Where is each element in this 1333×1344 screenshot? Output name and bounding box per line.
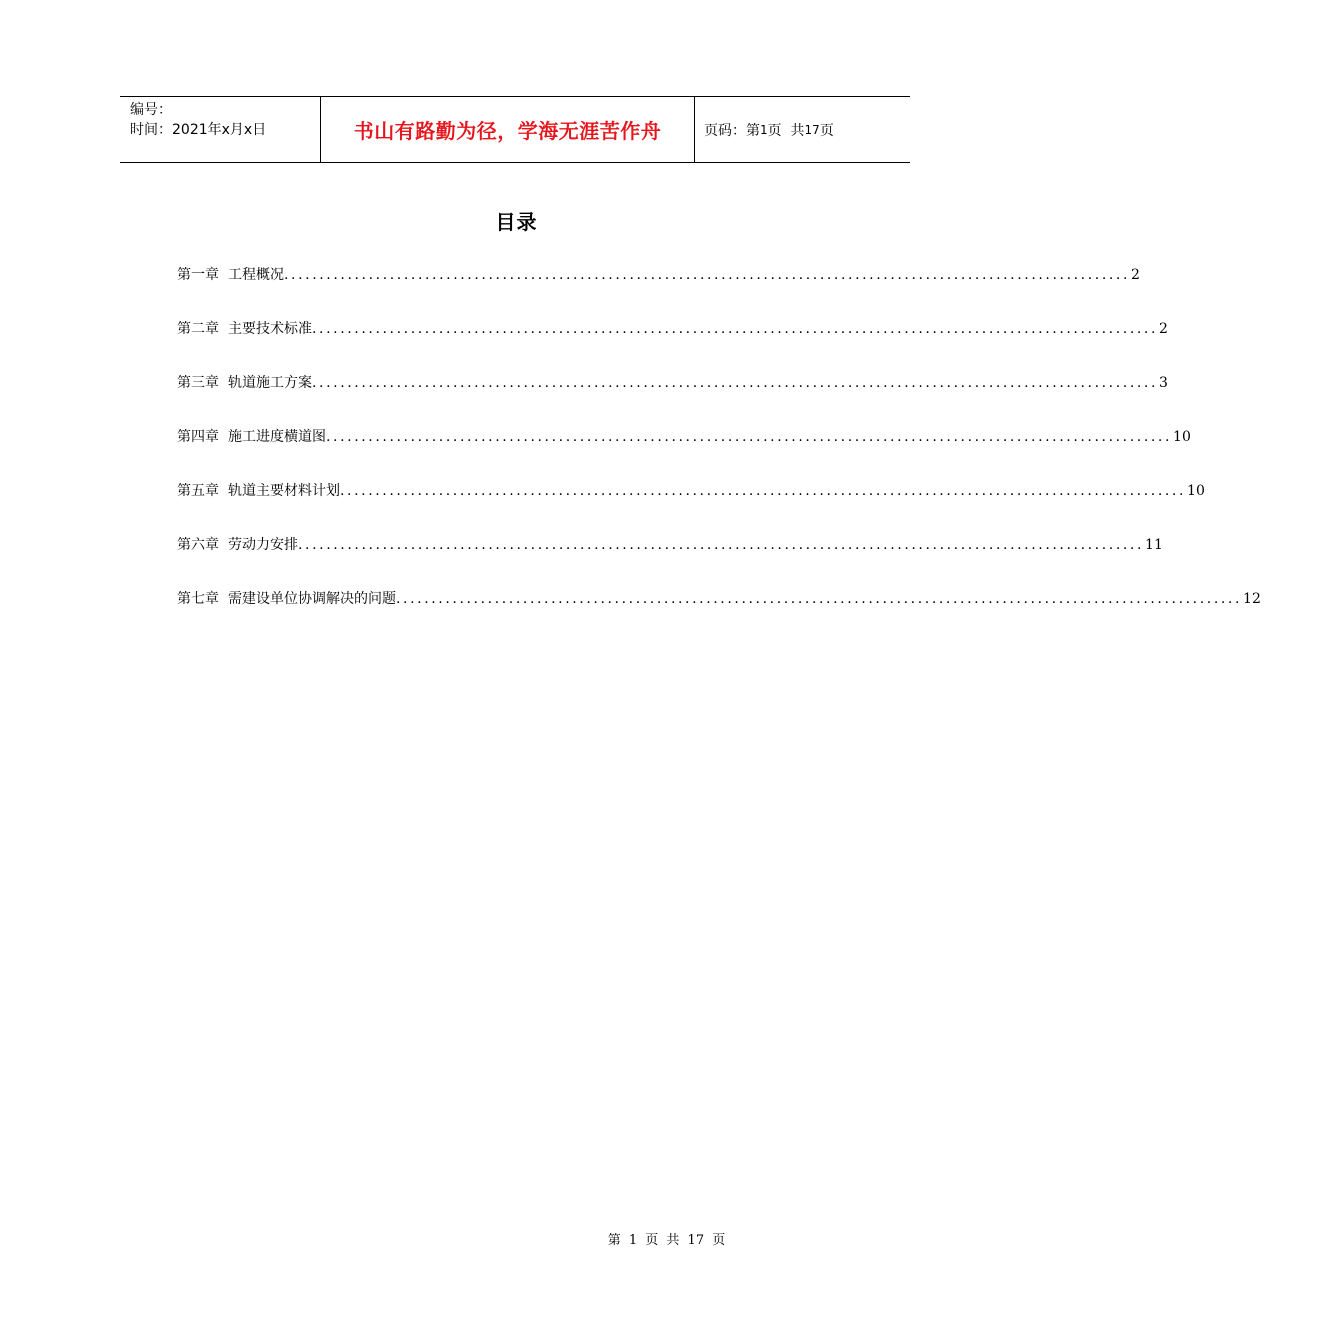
toc-title: 目录 [495, 210, 538, 234]
page-prefix: 第 [746, 122, 760, 139]
toc-chapter-title: 轨道主要材料计划 [228, 483, 340, 499]
toc-leader-dots: ........................................................................................................................ [396, 591, 1243, 607]
page-total: 17 [804, 122, 820, 137]
motto-cell [321, 97, 695, 162]
toc-leader-dots: ........................................................................................................................ [340, 483, 1187, 499]
time-line [130, 120, 320, 140]
toc-chapter-number: 第五章 [177, 483, 219, 499]
toc-item[interactable] [177, 318, 1168, 372]
document-header [120, 96, 910, 163]
page-suffix: 页 [819, 122, 834, 139]
toc-chapter-number: 第三章 [177, 375, 219, 391]
time-value: 2021年x月x日 [172, 122, 267, 138]
toc-page-number: 2 [1131, 267, 1140, 283]
toc-leader-dots: ........................................................................................................................ [312, 375, 1159, 391]
toc-item[interactable] [177, 480, 1205, 534]
time-label: 时间： [130, 122, 172, 138]
toc-list [177, 264, 1261, 642]
page-mid: 页 共 [767, 122, 805, 139]
toc-chapter-title: 工程概况 [228, 267, 284, 283]
toc-page-number: 10 [1173, 429, 1191, 445]
toc-page-number: 2 [1159, 321, 1168, 337]
toc-leader-dots: ........................................................................................................................ [284, 267, 1131, 283]
toc-item[interactable] [177, 426, 1191, 480]
toc-page-number: 10 [1187, 483, 1205, 499]
toc-item[interactable] [177, 264, 1140, 318]
toc-page-number: 12 [1243, 591, 1261, 607]
toc-chapter-title: 需建设单位协调解决的问题 [228, 591, 396, 607]
toc-page-number: 11 [1145, 537, 1163, 553]
toc-chapter-number: 第四章 [177, 429, 219, 445]
toc-chapter-title: 劳动力安排 [228, 537, 298, 553]
toc-chapter-title: 施工进度横道图 [228, 429, 326, 445]
page-current: 1 [760, 122, 768, 137]
toc-chapter-number: 第一章 [177, 267, 219, 283]
toc-chapter-title: 轨道施工方案 [228, 375, 312, 391]
page-footer: 第 1 页 共 17 页 [607, 1233, 726, 1248]
toc-leader-dots: ........................................................................................................................ [298, 537, 1145, 553]
toc-leader-dots: ........................................................................................................................ [326, 429, 1173, 445]
toc-chapter-title: 主要技术标准 [228, 321, 312, 337]
toc-item[interactable] [177, 534, 1163, 588]
toc-chapter-number: 第七章 [177, 591, 219, 607]
page-number-cell [695, 97, 910, 162]
toc-chapter-number: 第二章 [177, 321, 219, 337]
page-label: 页码： [704, 122, 746, 139]
toc-chapter-number: 第六章 [177, 537, 219, 553]
motto-text: 书山有路勤为径，学海无涯苦作舟 [353, 119, 662, 143]
header-info-cell [120, 97, 321, 162]
number-label: 编号： [130, 102, 172, 118]
toc-item[interactable] [177, 372, 1168, 426]
toc-page-number: 3 [1159, 375, 1168, 391]
toc-item[interactable] [177, 588, 1261, 642]
toc-leader-dots: ........................................................................................................................ [312, 321, 1159, 337]
